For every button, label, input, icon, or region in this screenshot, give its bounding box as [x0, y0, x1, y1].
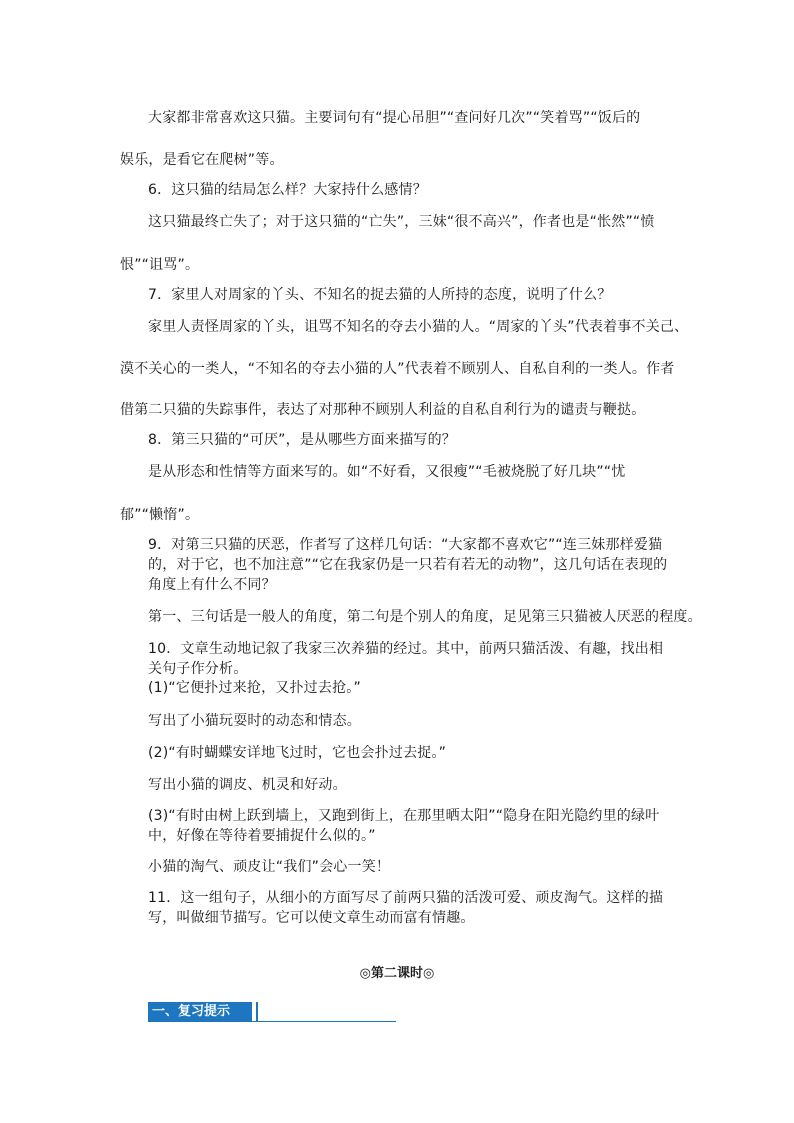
answer-line: 这只猫最终亡失了；对于这只猫的“亡失”，三妹“很不高兴”，作者也是“怅然”“愤: [148, 214, 655, 230]
question-8: 8．第三只猫的“可厌”，是从哪些方面来描写的？: [148, 432, 457, 448]
quote-3: (3)“有时由树上跃到墙上，又跑到街上，在那里晒太阳”“隐身在阳光隐约里的绿叶中，好像在等待着要捕捉什么似的。”: [148, 808, 660, 844]
review-heading: 一、复习提示: [148, 1002, 256, 1021]
paragraph-line: 大家都非常喜欢这只猫。主要词句有“提心吊胆”“查问好几次”“笑着骂”“饭后的: [148, 110, 641, 126]
question-6: 6．这只猫的结局怎么样？大家持什么感情？: [148, 182, 427, 198]
analysis-2: 写出小猫的调皮、机灵和好动。: [148, 777, 347, 793]
answer-line: 恨”“诅骂”。: [120, 257, 200, 273]
answer-line: 家里人责怪周家的丫头，诅骂不知名的夺去小猫的人。“周家的丫头”代表着事不关己、: [148, 319, 689, 335]
paragraph-line: 娱乐，是看它在爬树”等。: [120, 152, 284, 168]
answer-line: 漠不关心的一类人，“不知名的夺去小猫的人”代表着不顾别人、自私自利的一类人。作者: [120, 361, 675, 377]
heading-divider-accent: [256, 1002, 258, 1021]
answer-line: 郁”“懒惰”。: [120, 507, 200, 523]
question-7: 7．家里人对周家的丫头、不知名的捉去猫的人所持的态度，说明了什么？: [148, 287, 612, 303]
heading-underline: [148, 1021, 396, 1022]
answer-line: 借第二只猫的失踪事件，表达了对那种不顾别人利益的自私自利行为的谴责与鞭挞。: [120, 402, 646, 418]
quote-2: (2)“有时蝴蝶安详地飞过时，它也会扑过去捉。”: [148, 745, 447, 761]
answer-line: 第一、三句话是一般人的角度，第二句是个别人的角度，足见第三只猫被人厌恶的程度。: [148, 609, 702, 625]
question-9: 9．对第三只猫的厌恶，作者写了这样几句话：“大家都不喜欢它”“连三妹那样爱猫的，对于它，也不加注意”“它在我家仍是一只若有若无的动物”，这几句话在表现的角度上有什么不同？: [148, 537, 668, 593]
quote-1: (1)“它便扑过来抢，又扑过去抢。”: [148, 680, 361, 696]
answer-line: 是从形态和性情等方面来写的。如“不好看，又很瘦”“毛被烧脱了好几块”“忧: [148, 464, 626, 480]
section-title: ◎第二课时◎: [359, 966, 435, 981]
conclusion-11: 11．这一组句子，从细小的方面写尽了前两只猫的活泼可爱、顽皮淘气。这样的描写，叫做细节描写。它可以使文章生动而富有情趣。: [148, 890, 664, 926]
analysis-1: 写出了小猫玩耍时的动态和情态。: [148, 713, 361, 729]
question-10: 10．文章生动地记叙了我家三次养猫的经过。其中，前两只猫活泼、有趣，找出相关句子作分析。: [148, 641, 664, 677]
analysis-3: 小猫的淘气、顽皮让“我们”会心一笑！: [148, 859, 391, 875]
